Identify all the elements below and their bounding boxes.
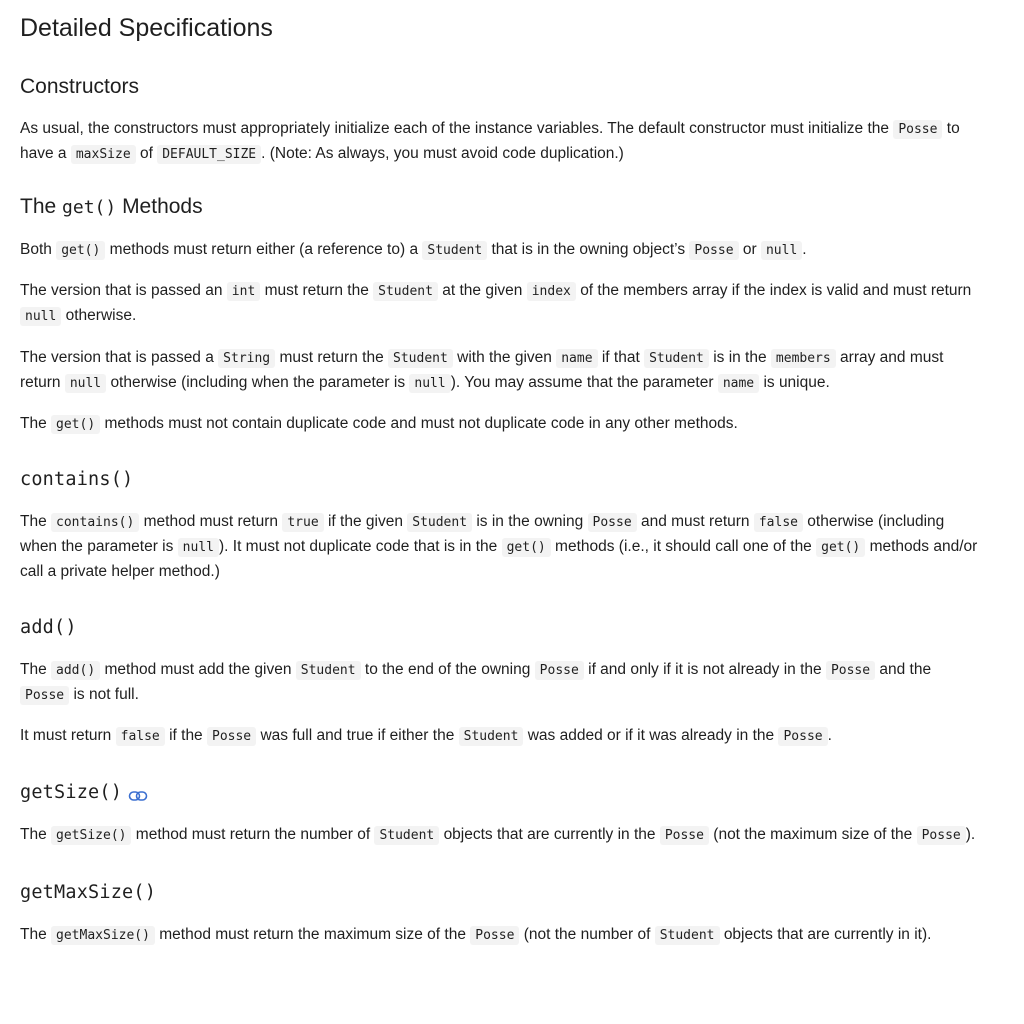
text: is in the: [713, 349, 767, 366]
inline-code: Posse: [588, 513, 637, 532]
text: method must return the maximum size of the: [159, 926, 466, 943]
text: array and must return: [20, 349, 944, 391]
inline-code: null: [178, 538, 219, 557]
inline-code: Student: [373, 282, 438, 301]
inline-code: false: [754, 513, 803, 532]
text: otherwise (including when the parameter is: [110, 374, 406, 391]
get-paragraph-3: [20, 346, 984, 396]
heading-code: get(): [62, 197, 117, 218]
text: was added or if it was already in the: [527, 727, 775, 744]
link-icon-svg: [128, 789, 148, 803]
inline-code: int: [227, 282, 260, 301]
text: It must return: [20, 727, 112, 744]
page-title: Detailed Specifications: [20, 14, 273, 42]
inline-code: members: [771, 349, 836, 368]
text: to have a: [20, 120, 960, 162]
text: methods (i.e., it should call one of the: [555, 538, 812, 555]
text: (not the number of: [523, 926, 651, 943]
inline-code: Posse: [778, 727, 827, 746]
inline-code: Student: [407, 513, 472, 532]
text: The: [20, 926, 47, 943]
text: of: [139, 145, 153, 162]
text: to the end of the owning: [364, 661, 531, 678]
inline-code: get(): [51, 415, 100, 434]
contains-paragraph: [20, 510, 984, 584]
inline-code: Posse: [826, 661, 875, 680]
text: The: [20, 513, 47, 530]
text: if the: [169, 727, 203, 744]
add-paragraph-2: [20, 724, 984, 749]
text: objects that are currently in it).: [723, 926, 932, 943]
text: . (Note: As always, you must avoid code duplication.): [261, 145, 624, 162]
text: .: [802, 241, 807, 258]
text: The: [20, 826, 47, 843]
inline-code: false: [116, 727, 165, 746]
inline-code: index: [527, 282, 576, 301]
text: ).: [965, 826, 976, 843]
inline-code: Student: [655, 926, 720, 945]
text: methods and/or call a private helper method.): [20, 538, 978, 580]
inline-code: Posse: [917, 826, 966, 845]
get-paragraph-1: [20, 238, 984, 263]
inline-code: get(): [56, 241, 105, 260]
inline-code: Posse: [470, 926, 519, 945]
section-heading-add: add(): [20, 617, 77, 638]
heading-suffix: Methods: [122, 195, 203, 218]
inline-code: add(): [51, 661, 100, 680]
text: The: [20, 415, 47, 432]
inline-code: String: [218, 349, 275, 368]
inline-code: get(): [502, 538, 551, 557]
inline-code: null: [409, 374, 450, 393]
section-heading-contains: contains(): [20, 469, 134, 490]
text: The version that is passed an: [20, 282, 223, 299]
inline-code: name: [718, 374, 759, 393]
text: method must return: [143, 513, 279, 530]
inline-code: null: [20, 307, 61, 326]
inline-code: contains(): [51, 513, 139, 532]
text: Both: [20, 241, 52, 258]
text: at the given: [442, 282, 523, 299]
inline-code: Posse: [689, 241, 738, 260]
inline-code: null: [65, 374, 106, 393]
text: must return the: [279, 349, 384, 366]
text: .: [827, 727, 832, 744]
text: with the given: [457, 349, 552, 366]
inline-code: Student: [388, 349, 453, 368]
get-paragraph-2: [20, 279, 984, 329]
text: methods must return either (a reference to) a: [109, 241, 419, 258]
inline-code: null: [761, 241, 802, 260]
getmaxsize-paragraph: [20, 923, 984, 948]
text: is in the owning: [476, 513, 584, 530]
text: method must add the given: [104, 661, 292, 678]
text: and must return: [640, 513, 750, 530]
inline-code: name: [556, 349, 597, 368]
inline-code: Student: [459, 727, 524, 746]
text: As usual, the constructors must appropriately initialize each of the instance variables. The default constructor must initialize the: [20, 120, 890, 137]
getsize-paragraph: [20, 823, 984, 848]
heading-text: getSize(): [20, 782, 123, 803]
text: or: [742, 241, 757, 258]
text: of the members array if the index is valid and must return: [580, 282, 972, 299]
text: method must return the number of: [135, 826, 371, 843]
inline-code: Posse: [660, 826, 709, 845]
inline-code: maxSize: [71, 145, 136, 164]
inline-code: Student: [644, 349, 709, 368]
inline-code: Posse: [20, 686, 69, 705]
section-heading-getsize: [20, 779, 984, 807]
text: if and only if it is not already in the: [588, 661, 822, 678]
inline-code: Student: [374, 826, 439, 845]
heading-prefix: The: [20, 195, 57, 218]
inline-code: getMaxSize(): [51, 926, 155, 945]
text: methods must not contain duplicate code and must not duplicate code in any other methods.: [104, 415, 738, 432]
text: otherwise (including when the parameter is: [20, 513, 945, 555]
text: ). You may assume that the parameter: [450, 374, 714, 391]
inline-code: Student: [422, 241, 487, 260]
constructors-paragraph: [20, 117, 984, 167]
add-paragraph-1: [20, 658, 984, 708]
text: ). It must not duplicate code that is in the: [218, 538, 498, 555]
text: if that: [601, 349, 640, 366]
section-heading-constructors: Constructors: [20, 75, 140, 98]
text: and the: [879, 661, 932, 678]
text: The version that is passed a: [20, 349, 214, 366]
inline-code: Posse: [535, 661, 584, 680]
inline-code: true: [282, 513, 323, 532]
link-icon[interactable]: [128, 784, 148, 798]
inline-code: Posse: [207, 727, 256, 746]
text: The: [20, 661, 47, 678]
inline-code: Student: [296, 661, 361, 680]
text: that is in the owning object’s: [491, 241, 686, 258]
inline-code: get(): [816, 538, 865, 557]
inline-code: Posse: [893, 120, 942, 139]
text: is unique.: [763, 374, 830, 391]
get-paragraph-4: [20, 412, 984, 437]
text: objects that are currently in the: [443, 826, 656, 843]
inline-code: getSize(): [51, 826, 131, 845]
text: (not the maximum size of the: [713, 826, 913, 843]
text: if the given: [327, 513, 403, 530]
section-heading-getmaxsize: getMaxSize(): [20, 882, 157, 903]
section-heading-get-methods: [20, 193, 984, 222]
text: otherwise.: [65, 307, 137, 324]
text: is not full.: [73, 686, 139, 703]
text: must return the: [264, 282, 369, 299]
text: was full and true if either the: [260, 727, 455, 744]
inline-code: DEFAULT_SIZE: [157, 145, 261, 164]
